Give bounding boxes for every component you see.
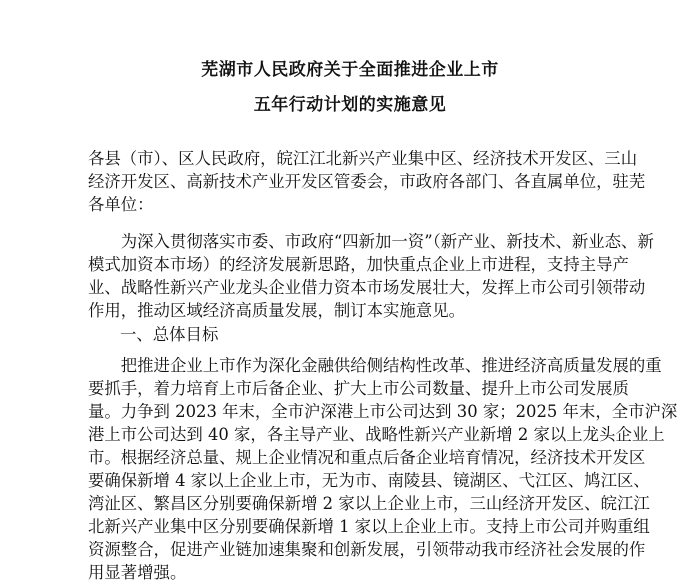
- document-title-line-1: 芜湖市人民政府关于全面推进企业上市: [201, 60, 499, 80]
- salutation-line: 经济开发区、高新技术产业开发区管委会，市政府各部门、各直属单位，驻芜: [88, 172, 646, 191]
- body-line: 量。力争到 2023 年末，全市沪深港上市公司达到 30 家；2025 年末，全市沪深: [88, 402, 678, 421]
- intro-line: 业、战略性新兴产业龙头企业借力资本市场发展壮大，发挥上市公司引领带动: [88, 278, 646, 297]
- intro-line: 模式加资本市场）的经济发展新思路，加快重点企业上市进程，支持主导产: [88, 255, 629, 274]
- intro-line: 作用，推动区域经济高质量发展，制订本实施意见。: [88, 301, 465, 320]
- body-line: 要抓手，着力培育上市后备企业、扩大上市公司数量、提升上市公司发展质: [88, 379, 629, 398]
- body-line: 资源整合，促进产业链加速集聚和创新发展，引领带动我市经济社会发展的作: [88, 540, 646, 559]
- section-1-heading: 一、总体目标: [120, 325, 219, 344]
- section-1-body: [88, 354, 678, 584]
- intro-line: 为深入贯彻落实市委、市政府“四新加一资”（新产业、新技术、新业态、新: [88, 232, 654, 251]
- body-line: 用显著增强。: [88, 563, 187, 582]
- document-title-line-2: 五年行动计划的实施意见: [253, 95, 447, 115]
- body-line: 港上市公司达到 40 家，各主导产业、战略性新兴产业新增 2 家以上龙头企业上: [88, 425, 665, 444]
- intro-paragraph: [88, 230, 658, 322]
- body-line: 要确保新增 4 家以上企业上市，无为市、南陵县、镜湖区、弋江区、鸠江区、: [88, 471, 650, 490]
- salutation-paragraph: [88, 147, 658, 216]
- body-line: 湾沚区、繁昌区分别要确保新增 2 家以上企业上市，三山经济开发区、皖江江: [88, 494, 650, 513]
- body-line: 市。根据经济总量、规上企业情况和重点后备企业培育情况，经济技术开发区: [88, 448, 646, 467]
- salutation-line: 各单位：: [88, 195, 154, 214]
- body-line: 把推进企业上市作为深化金融供给侧结构性改革、推进经济高质量发展的重: [88, 356, 662, 375]
- body-line: 北新兴产业集中区分别要确保新增 1 家以上企业上市。支持上市公司并购重组: [88, 517, 650, 536]
- salutation-line: 各县（市）、区人民政府，皖江江北新兴产业集中区、经济技术开发区、三山: [88, 149, 638, 168]
